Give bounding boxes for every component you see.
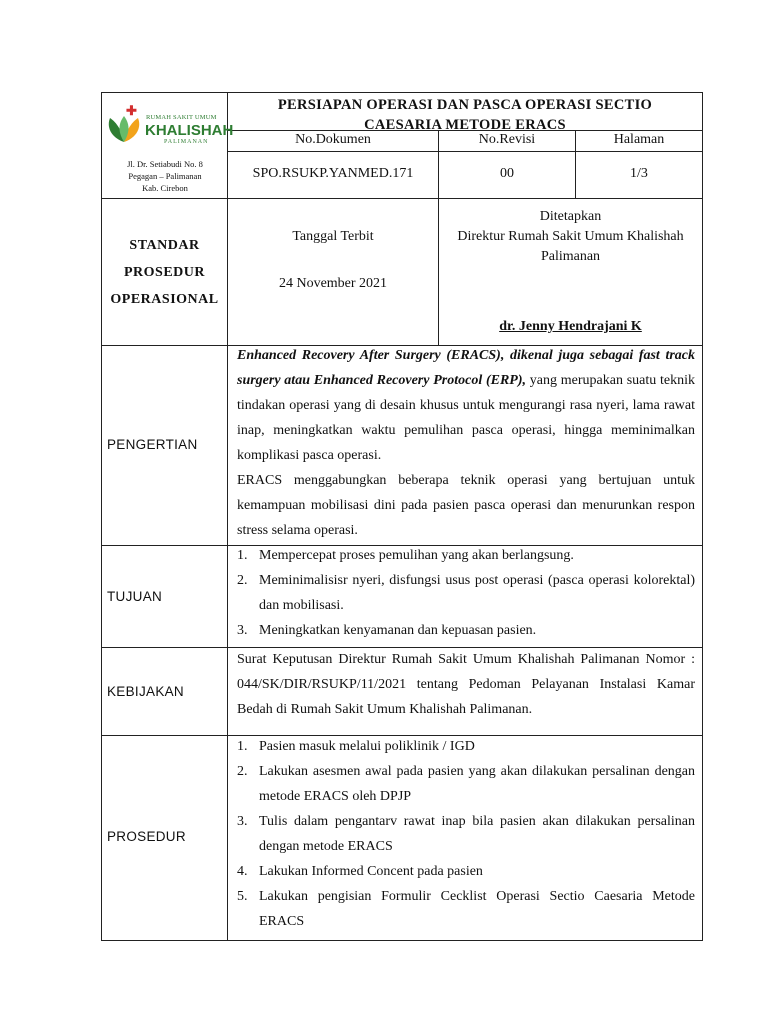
list-item-text: Lakukan Informed Concent pada pasien <box>259 864 483 879</box>
red-cross-icon: ✚ <box>126 103 137 118</box>
list-item <box>237 759 695 809</box>
list-number: 5. <box>237 889 248 904</box>
kebijakan-label: KEBIJAKAN <box>107 684 184 699</box>
director-title-line2: Palimanan <box>540 249 601 264</box>
list-number: 4. <box>237 864 248 879</box>
grid-line <box>101 198 703 199</box>
sop-title <box>103 232 226 313</box>
list-item <box>237 809 695 859</box>
list-item <box>237 618 695 643</box>
grid-line <box>227 92 228 941</box>
kebijakan-text: Surat Keputusan Direktur Rumah Sakit Umum Khalishah Palimanan Nomor : 044/SK/DIR/RSUKP/11/2021 tentang Pedoman Pelayanan Instalasi Kamar Bedah di Rumah Sakit Umum Khalishah Palimanan. <box>237 652 695 717</box>
sop-title-line: STANDAR <box>129 238 200 253</box>
sop-title-line: OPERASIONAL <box>110 292 219 307</box>
pengertian-rest: yang merupakan suatu teknik tindakan operasi yang di desain khusus untuk mengurangi rasa nyeri, lama rawat inap, meningkatkan waktu pemulihan pasca operasi, hingga meminimalkan komplikasi pasca operasi. <box>237 373 695 463</box>
prosedur-label: PROSEDUR <box>107 829 186 844</box>
pengertian-paragraph <box>237 343 695 468</box>
pengertian-bold-intro: Enhanced Recovery After Surgery (ERACS), dikenal juga sebagai fast track surgery atau Enhanced Recovery Protocol (ERP), <box>237 348 695 388</box>
sop-title-line: PROSEDUR <box>123 265 205 280</box>
tujuan-list <box>237 543 695 643</box>
director-title: Direktur Rumah Sakit Umum Khalishah <box>457 229 684 244</box>
hospital-address <box>104 158 226 194</box>
list-item-text: Tulis dalam pengantarv rawat inap bila pasien akan dilakukan persalinan dengan metode ERACS <box>259 814 695 854</box>
list-number: 2. <box>237 764 248 779</box>
hospital-logo <box>104 103 234 148</box>
page-value: 1/3 <box>630 166 648 181</box>
issue-date: 24 November 2021 <box>278 276 388 291</box>
logo-small-text: RUMAH SAKIT UMUM <box>146 114 217 121</box>
pengertian-text <box>237 343 695 543</box>
list-item-text: Meningkatkan kenyamanan dan kepuasan pasien. <box>259 623 537 638</box>
address-line: Pegagan – Palimanan <box>128 171 202 181</box>
signatory-name: dr. Jenny Hendrajani K <box>499 319 642 334</box>
list-number: 2. <box>237 573 248 588</box>
issue-date-label: Tanggal Terbit <box>292 229 374 244</box>
pengertian-label: PENGERTIAN <box>107 437 198 452</box>
tujuan-label: TUJUAN <box>107 589 163 604</box>
list-item <box>237 859 695 884</box>
list-number: 3. <box>237 814 248 829</box>
list-number: 1. <box>237 739 248 754</box>
logo-name: KHALISHAH <box>145 122 234 139</box>
grid-line <box>227 151 703 152</box>
revision-value: 00 <box>500 166 514 181</box>
title-line: CAESARIA METODE ERACS <box>364 117 566 133</box>
list-item-text: Mempercepat proses pemulihan yang akan berlangsung. <box>259 548 574 563</box>
list-item <box>237 884 695 934</box>
page-label: Halaman <box>613 132 665 147</box>
address-line: Jl. Dr. Setiabudi No. 8 <box>127 159 203 169</box>
doc-number-label: No.Dokumen <box>295 132 371 147</box>
address-line: Kab. Cirebon <box>142 183 188 193</box>
list-item-text: Lakukan asesmen awal pada pasien yang akan dilakukan persalinan dengan metode ERACS oleh DPJP <box>259 764 695 804</box>
doc-number-value: SPO.RSUKP.YANMED.171 <box>252 166 414 181</box>
pengertian-paragraph-2: ERACS menggabungkan beberapa teknik operasi yang bertujuan untuk kemampuan mobilisasi dini pada pasien pasca operasi dan menurunkan respon stress selama operasi. <box>237 473 695 538</box>
logo-sub-text: PALIMANAN <box>164 139 209 145</box>
list-number: 1. <box>237 548 248 563</box>
title-line: PERSIAPAN OPERASI DAN PASCA OPERASI SECTIO <box>277 97 653 113</box>
established-label: Ditetapkan <box>539 209 602 224</box>
list-item-text: Meminimalisisr nyeri, disfungsi usus post operasi (pasca operasi kolorektal) dan mobilisasi. <box>259 573 695 613</box>
prosedur-list <box>237 734 695 934</box>
list-number: 3. <box>237 623 248 638</box>
leaf-logo-icon <box>104 103 144 146</box>
list-item-text: Pasien masuk melalui poliklinik / IGD <box>259 739 475 754</box>
document-title <box>228 95 702 135</box>
revision-label: No.Revisi <box>478 132 536 147</box>
list-item <box>237 543 695 568</box>
list-item <box>237 734 695 759</box>
list-item-text: Lakukan pengisian Formulir Cecklist Operasi Sectio Caesaria Metode ERACS <box>259 889 695 929</box>
list-item <box>237 568 695 618</box>
